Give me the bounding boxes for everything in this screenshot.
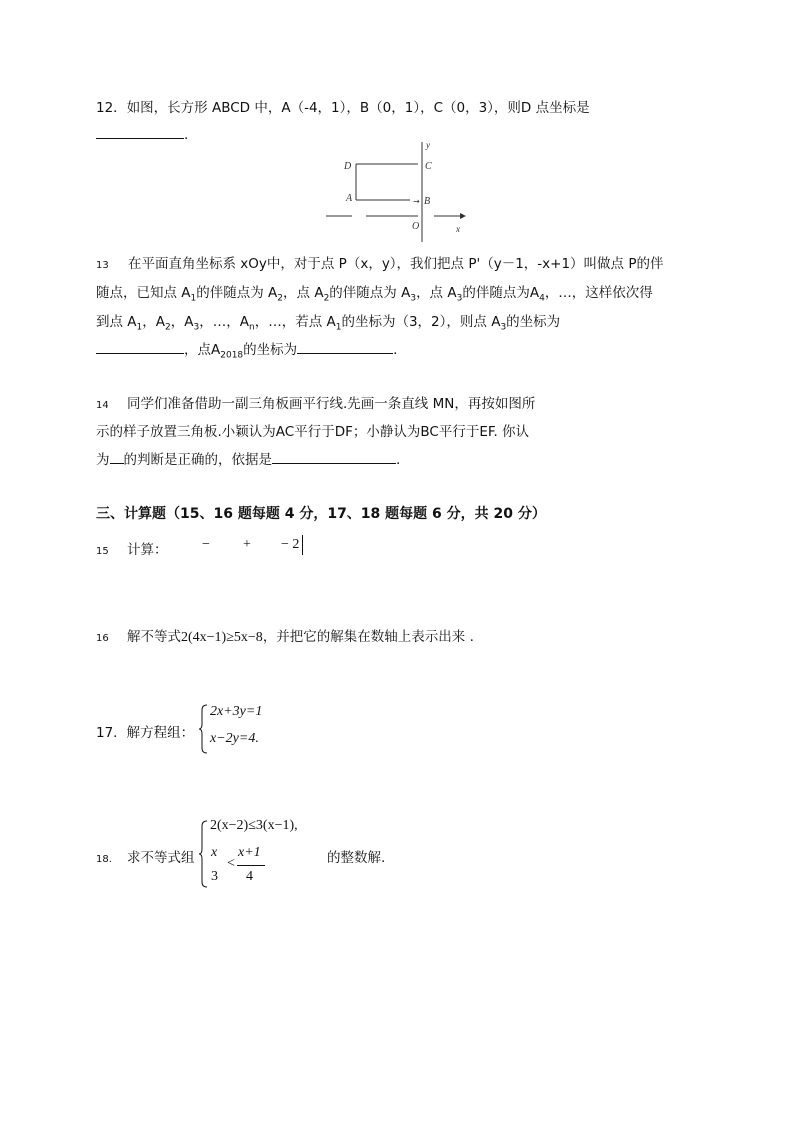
q13-line3-c: ，A [170, 314, 194, 330]
q14-line3 [96, 448, 400, 468]
q15-label: 计算： [127, 542, 168, 558]
q13-sub: n [248, 322, 255, 333]
q13-sub: 2 [165, 322, 171, 333]
q13-line2-e: ，点 A [416, 285, 457, 301]
q13-line2-g: ，…，这样依次得 [544, 285, 653, 301]
q14-blank-1 [110, 449, 124, 464]
q12-answer-line [96, 124, 188, 143]
q13-line3-e: ，…，若点 A [254, 314, 336, 330]
q15-line [96, 538, 168, 558]
q15-number: 15 [96, 546, 109, 557]
label-o: O [412, 221, 420, 232]
q18-frac2-bar [237, 865, 265, 866]
q17-brace [199, 704, 209, 754]
q14-text-1: 同学们准备借助一副三角板画平行线.先画一条直线 MN，再按如图所 [127, 396, 536, 412]
q13-sub: 3 [456, 293, 463, 304]
q13-line2-f: 的伴随点为A [462, 285, 540, 301]
q13-sub: 1 [136, 322, 143, 333]
label-x: x [456, 224, 460, 234]
q14-line3-end: . [396, 452, 401, 468]
q15-op2: + [243, 537, 251, 552]
q18-frac2-num: x+1 [238, 845, 261, 860]
q17-eq1: 2x+3y=1 [210, 704, 263, 719]
q15-op3: − 2 [281, 537, 300, 552]
q18-lt: < [227, 856, 235, 871]
q13-line3-d: ，…，A [199, 314, 249, 330]
q13-sub: 3 [500, 322, 507, 333]
label-d: D [344, 161, 352, 172]
q12-end: . [184, 127, 189, 143]
label-b-arrow: → [413, 197, 420, 206]
label-c: C [425, 161, 432, 172]
q13-sub: 4 [539, 293, 545, 304]
section3-title: 三、计算题（15、16 题每题 4 分，17、18 题每题 6 分，共 20 分） [96, 506, 546, 522]
q16-formula: 2(4x−1)≥5x−8 [181, 630, 263, 645]
q13-line3-f: 的坐标为（3，2），则点 A [341, 314, 501, 330]
q16-text-b: ，并把它的解集在数轴上表示出来 . [262, 629, 474, 645]
q14-number: 14 [96, 400, 109, 411]
q18-suffix: 的整数解. [327, 850, 386, 866]
q13-line2-d: 的伴随点为 A [329, 285, 411, 301]
q18-frac2-den: 4 [246, 869, 253, 884]
q13-blank-2 [297, 339, 393, 354]
q13-sub: 3 [410, 293, 417, 304]
q18-frac1-den: 3 [211, 869, 218, 884]
q13-sub-2018: 2018 [220, 350, 244, 361]
q14-line2 [96, 420, 529, 440]
q16-number: 16 [96, 633, 109, 644]
q13-sub: 1 [190, 293, 197, 304]
q12-figure [322, 138, 472, 248]
q13-line2 [96, 281, 653, 304]
x-axis-arrow [460, 213, 466, 219]
q18-ineq1: 2(x−2)≤3(x−1), [210, 818, 298, 833]
q13-line4-end: . [393, 342, 398, 358]
q17-eq2: x−2y=4. [210, 731, 259, 746]
label-a: A [346, 193, 353, 204]
q14-text-2: 示的样子放置三角板.小颖认为AC平行于DF；小静认为BC平行于EF. 你认 [96, 424, 530, 440]
q18-frac1-num: x [211, 845, 218, 860]
q13-sub: 2 [323, 293, 330, 304]
q13-number: 13 [96, 260, 109, 271]
q12-blank [96, 124, 184, 139]
q15-op1: − [202, 537, 210, 552]
q13-text-1: 在平面直角坐标系 xOy中，对于点 P（x，y），我们把点 P'（y－1，-x+1）叫做点 P的伴 [128, 256, 664, 272]
q16-line [96, 625, 474, 646]
q13-line2-c: ，点 A [283, 285, 324, 301]
q16-text-a: 解不等式 [127, 629, 181, 645]
q13-sub: 3 [193, 322, 200, 333]
q13-line3 [96, 310, 560, 333]
q13-line4-b: 的坐标为 [243, 342, 298, 358]
q18-brace [199, 820, 209, 888]
label-b: B [424, 196, 431, 207]
q12-number: 12． [96, 100, 127, 116]
q14-line3-a: 为 [96, 452, 110, 468]
q18-number: 18. [96, 854, 112, 865]
q13-line2-a: 随点，已知点 A [96, 285, 191, 301]
q13-line2-b: 的伴随点为 A [196, 285, 278, 301]
q17-label: 17．解方程组： [96, 725, 195, 741]
q14-blank-2 [272, 449, 396, 464]
q12-line [96, 96, 590, 116]
q12-text: 如图，长方形 ABCD 中，A（-4，1），B（0，1），C（0，3），则D 点坐标是 [126, 100, 590, 116]
q13-line3-a: 到点 A [96, 314, 137, 330]
q15-abs-bar [302, 535, 303, 555]
q14-line1 [96, 392, 535, 412]
q13-sub: 2 [277, 293, 284, 304]
q14-line3-b: 的判断是正确的，依据是 [123, 452, 272, 468]
label-y: y [426, 140, 430, 150]
q13-blank-1 [96, 339, 184, 354]
q13-line3-g: 的坐标为 [506, 314, 561, 330]
q13-line1 [96, 252, 663, 272]
q13-line4 [96, 338, 397, 361]
q13-line3-b: ，A [142, 314, 166, 330]
q13-line4-a: ，点A [184, 342, 221, 358]
q18-line [96, 846, 195, 866]
q13-sub: 1 [335, 322, 342, 333]
q18-label: 求不等式组 [127, 850, 195, 866]
